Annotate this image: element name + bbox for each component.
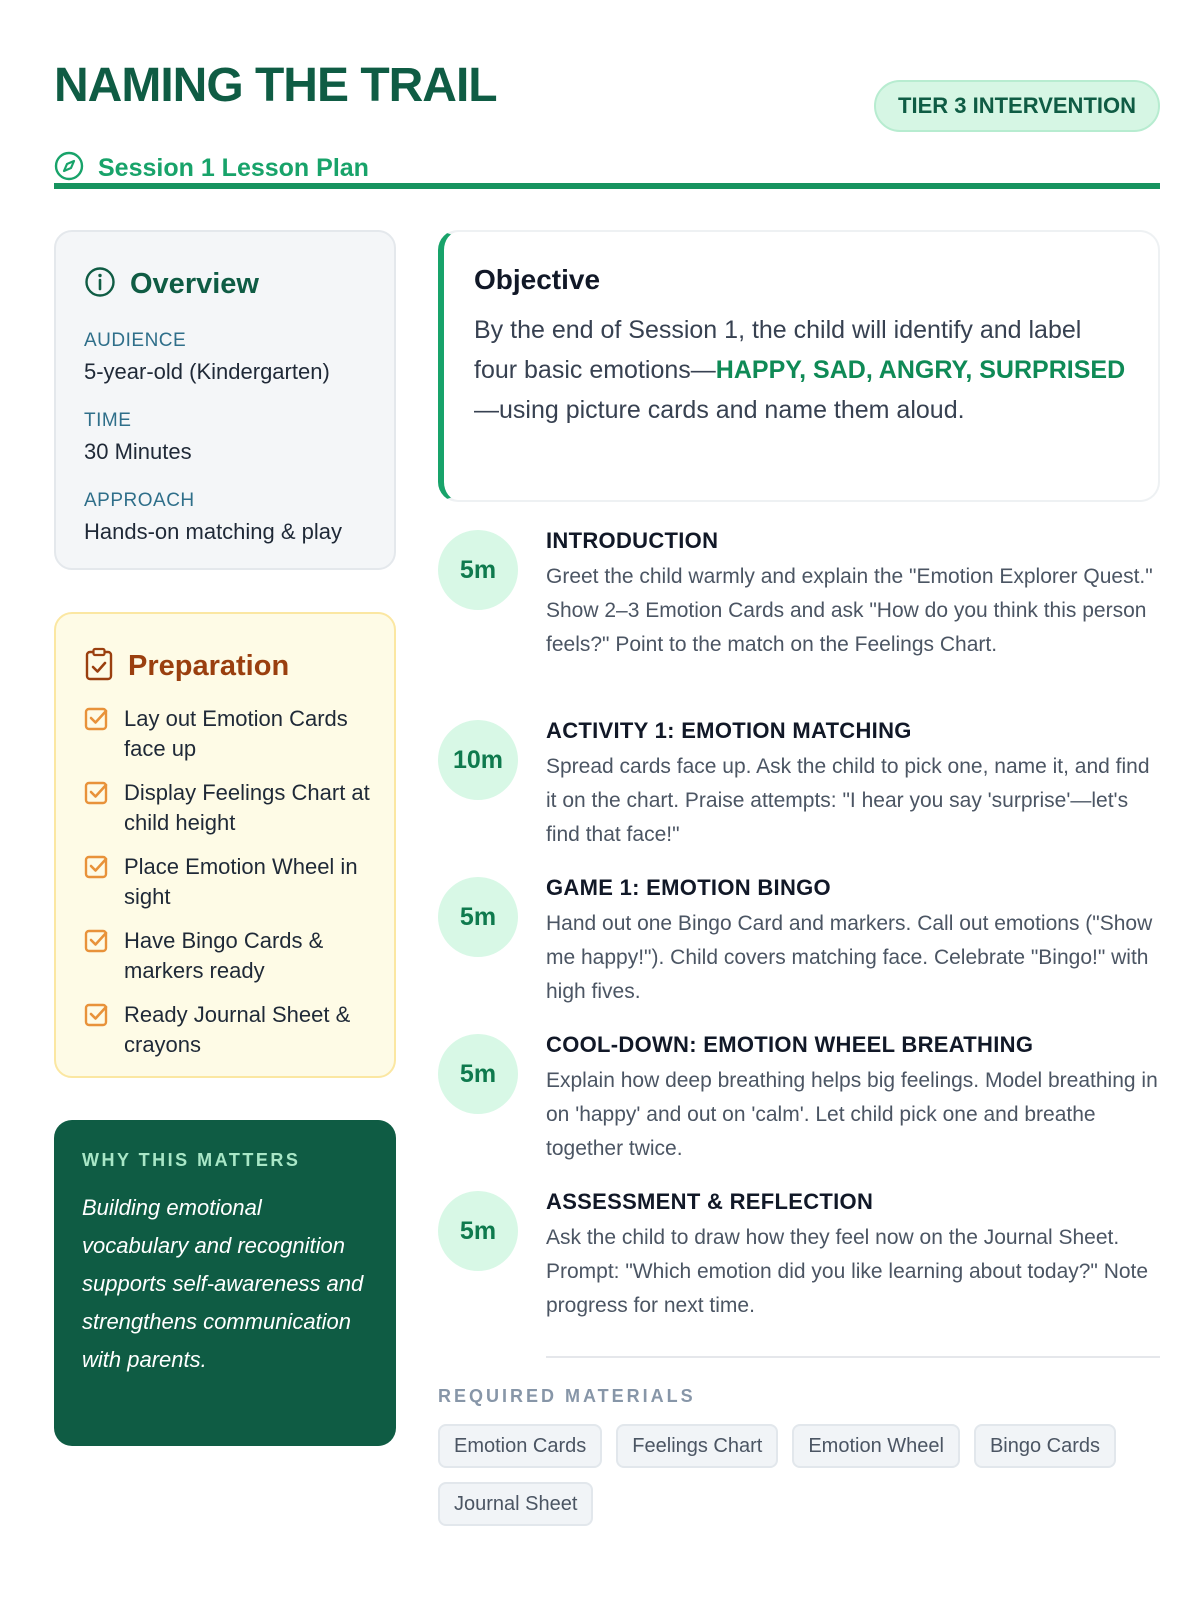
preparation-item-text: Lay out Emotion Cards face up bbox=[124, 706, 348, 761]
step-title: ASSESSMENT & REFLECTION bbox=[546, 1189, 874, 1214]
step-game-emotion-bingo bbox=[438, 867, 1160, 1024]
material-chip: Bingo Cards bbox=[974, 1424, 1116, 1468]
step-description: Hand out one Bingo Card and markers. Call out emotions ("Show me happy!"). Child covers matching face. Celebrate "Bingo!" with high fives. bbox=[546, 912, 1153, 1003]
preparation-header bbox=[84, 648, 374, 684]
objective-text-before: By the end of Session 1, the child will identify and label four basic emotions— bbox=[474, 316, 1082, 384]
objective-text-after: —using picture cards and name them aloud. bbox=[474, 396, 965, 424]
tier-badge: TIER 3 INTERVENTION bbox=[874, 80, 1160, 132]
step-title: ACTIVITY 1: EMOTION MATCHING bbox=[546, 718, 912, 743]
preparation-item-text: Display Feelings Chart at child height bbox=[124, 780, 370, 835]
info-icon bbox=[84, 266, 116, 303]
preparation-item-text: Have Bingo Cards & markers ready bbox=[124, 928, 324, 983]
step-cool-down-breathing bbox=[438, 1024, 1160, 1181]
checkbox-checked-icon bbox=[84, 780, 110, 806]
step-body bbox=[546, 875, 1160, 1009]
step-description: Ask the child to draw how they feel now on the Journal Sheet. Prompt: "Which emotion did you like learning about today?" Note progress for next time. bbox=[546, 1226, 1149, 1317]
step-body bbox=[546, 528, 1160, 662]
step-body bbox=[546, 1032, 1160, 1166]
preparation-list bbox=[84, 704, 374, 1060]
step-activity-emotion-matching bbox=[438, 710, 1160, 867]
clipboard-check-icon bbox=[84, 647, 114, 686]
overview-title: Overview bbox=[130, 267, 259, 300]
audience-label: AUDIENCE bbox=[84, 330, 187, 351]
list-item bbox=[84, 1000, 374, 1060]
checkbox-checked-icon bbox=[84, 706, 110, 732]
material-chip: Feelings Chart bbox=[616, 1424, 778, 1468]
page-subtitle bbox=[54, 148, 369, 188]
materials-label: REQUIRED MATERIALS bbox=[438, 1386, 696, 1406]
list-item bbox=[84, 704, 374, 764]
why-this-matters-card bbox=[54, 1120, 396, 1446]
list-item bbox=[84, 778, 374, 838]
time-label: TIME bbox=[84, 410, 132, 431]
step-description: Greet the child warmly and explain the "Emotion Explorer Quest." Show 2–3 Emotion Cards and ask "How do you think this person feels?" Point to the match on the Feelings Chart. bbox=[546, 565, 1153, 656]
header-divider bbox=[54, 183, 1160, 189]
list-item bbox=[84, 926, 374, 986]
materials-list bbox=[438, 1424, 1160, 1526]
objective-card bbox=[438, 230, 1160, 502]
lesson-steps bbox=[438, 520, 1160, 1351]
step-body bbox=[546, 718, 1160, 852]
step-description: Explain how deep breathing helps big feelings. Model breathing in on 'happy' and out on 'calm'. Let child pick one and breathe together twice. bbox=[546, 1069, 1158, 1160]
checkbox-checked-icon bbox=[84, 854, 110, 880]
duration-badge: 5m bbox=[438, 1191, 518, 1271]
list-item bbox=[84, 852, 374, 912]
step-title: INTRODUCTION bbox=[546, 528, 719, 553]
approach-label: APPROACH bbox=[84, 490, 195, 511]
overview-header bbox=[84, 266, 368, 302]
duration-badge: 10m bbox=[438, 720, 518, 800]
material-chip: Journal Sheet bbox=[438, 1482, 593, 1526]
audience-value: 5-year-old (Kindergarten) bbox=[84, 359, 330, 384]
page-title: NAMING THE TRAIL bbox=[54, 59, 497, 112]
checkbox-checked-icon bbox=[84, 928, 110, 954]
preparation-item-text: Place Emotion Wheel in sight bbox=[124, 854, 358, 909]
checkbox-checked-icon bbox=[84, 1002, 110, 1028]
step-assessment-reflection bbox=[438, 1181, 1160, 1351]
preparation-title: Preparation bbox=[128, 649, 290, 682]
preparation-card bbox=[54, 612, 396, 1078]
material-chip: Emotion Wheel bbox=[792, 1424, 960, 1468]
why-label: WHY THIS MATTERS bbox=[82, 1150, 301, 1170]
step-description: Spread cards face up. Ask the child to pick one, name it, and find it on the chart. Praise attempts: "I hear you say 'surprise'—let's find that face!" bbox=[546, 755, 1150, 846]
overview-card bbox=[54, 230, 396, 570]
subtitle-text: Session 1 Lesson Plan bbox=[98, 153, 369, 182]
time-value: 30 Minutes bbox=[84, 439, 192, 464]
objective-text bbox=[474, 310, 1126, 430]
approach-value: Hands-on matching & play bbox=[84, 519, 343, 544]
material-chip: Emotion Cards bbox=[438, 1424, 602, 1468]
page-header bbox=[54, 52, 1160, 188]
duration-badge: 5m bbox=[438, 1034, 518, 1114]
objective-title: Objective bbox=[474, 264, 601, 295]
duration-badge: 5m bbox=[438, 877, 518, 957]
objective-emotions-highlight: HAPPY, SAD, ANGRY, SURPRISED bbox=[715, 356, 1126, 384]
step-title: GAME 1: EMOTION BINGO bbox=[546, 875, 831, 900]
step-title: COOL-DOWN: EMOTION WHEEL BREATHING bbox=[546, 1032, 1034, 1057]
steps-divider bbox=[546, 1356, 1160, 1358]
duration-badge: 5m bbox=[438, 530, 518, 610]
step-introduction bbox=[438, 520, 1160, 710]
compass-icon bbox=[54, 151, 84, 186]
preparation-item-text: Ready Journal Sheet & crayons bbox=[124, 1002, 351, 1057]
step-body bbox=[546, 1189, 1160, 1323]
why-text: Building emotional vocabulary and recognition supports self-awareness and strengthens communication with parents. bbox=[82, 1195, 364, 1372]
